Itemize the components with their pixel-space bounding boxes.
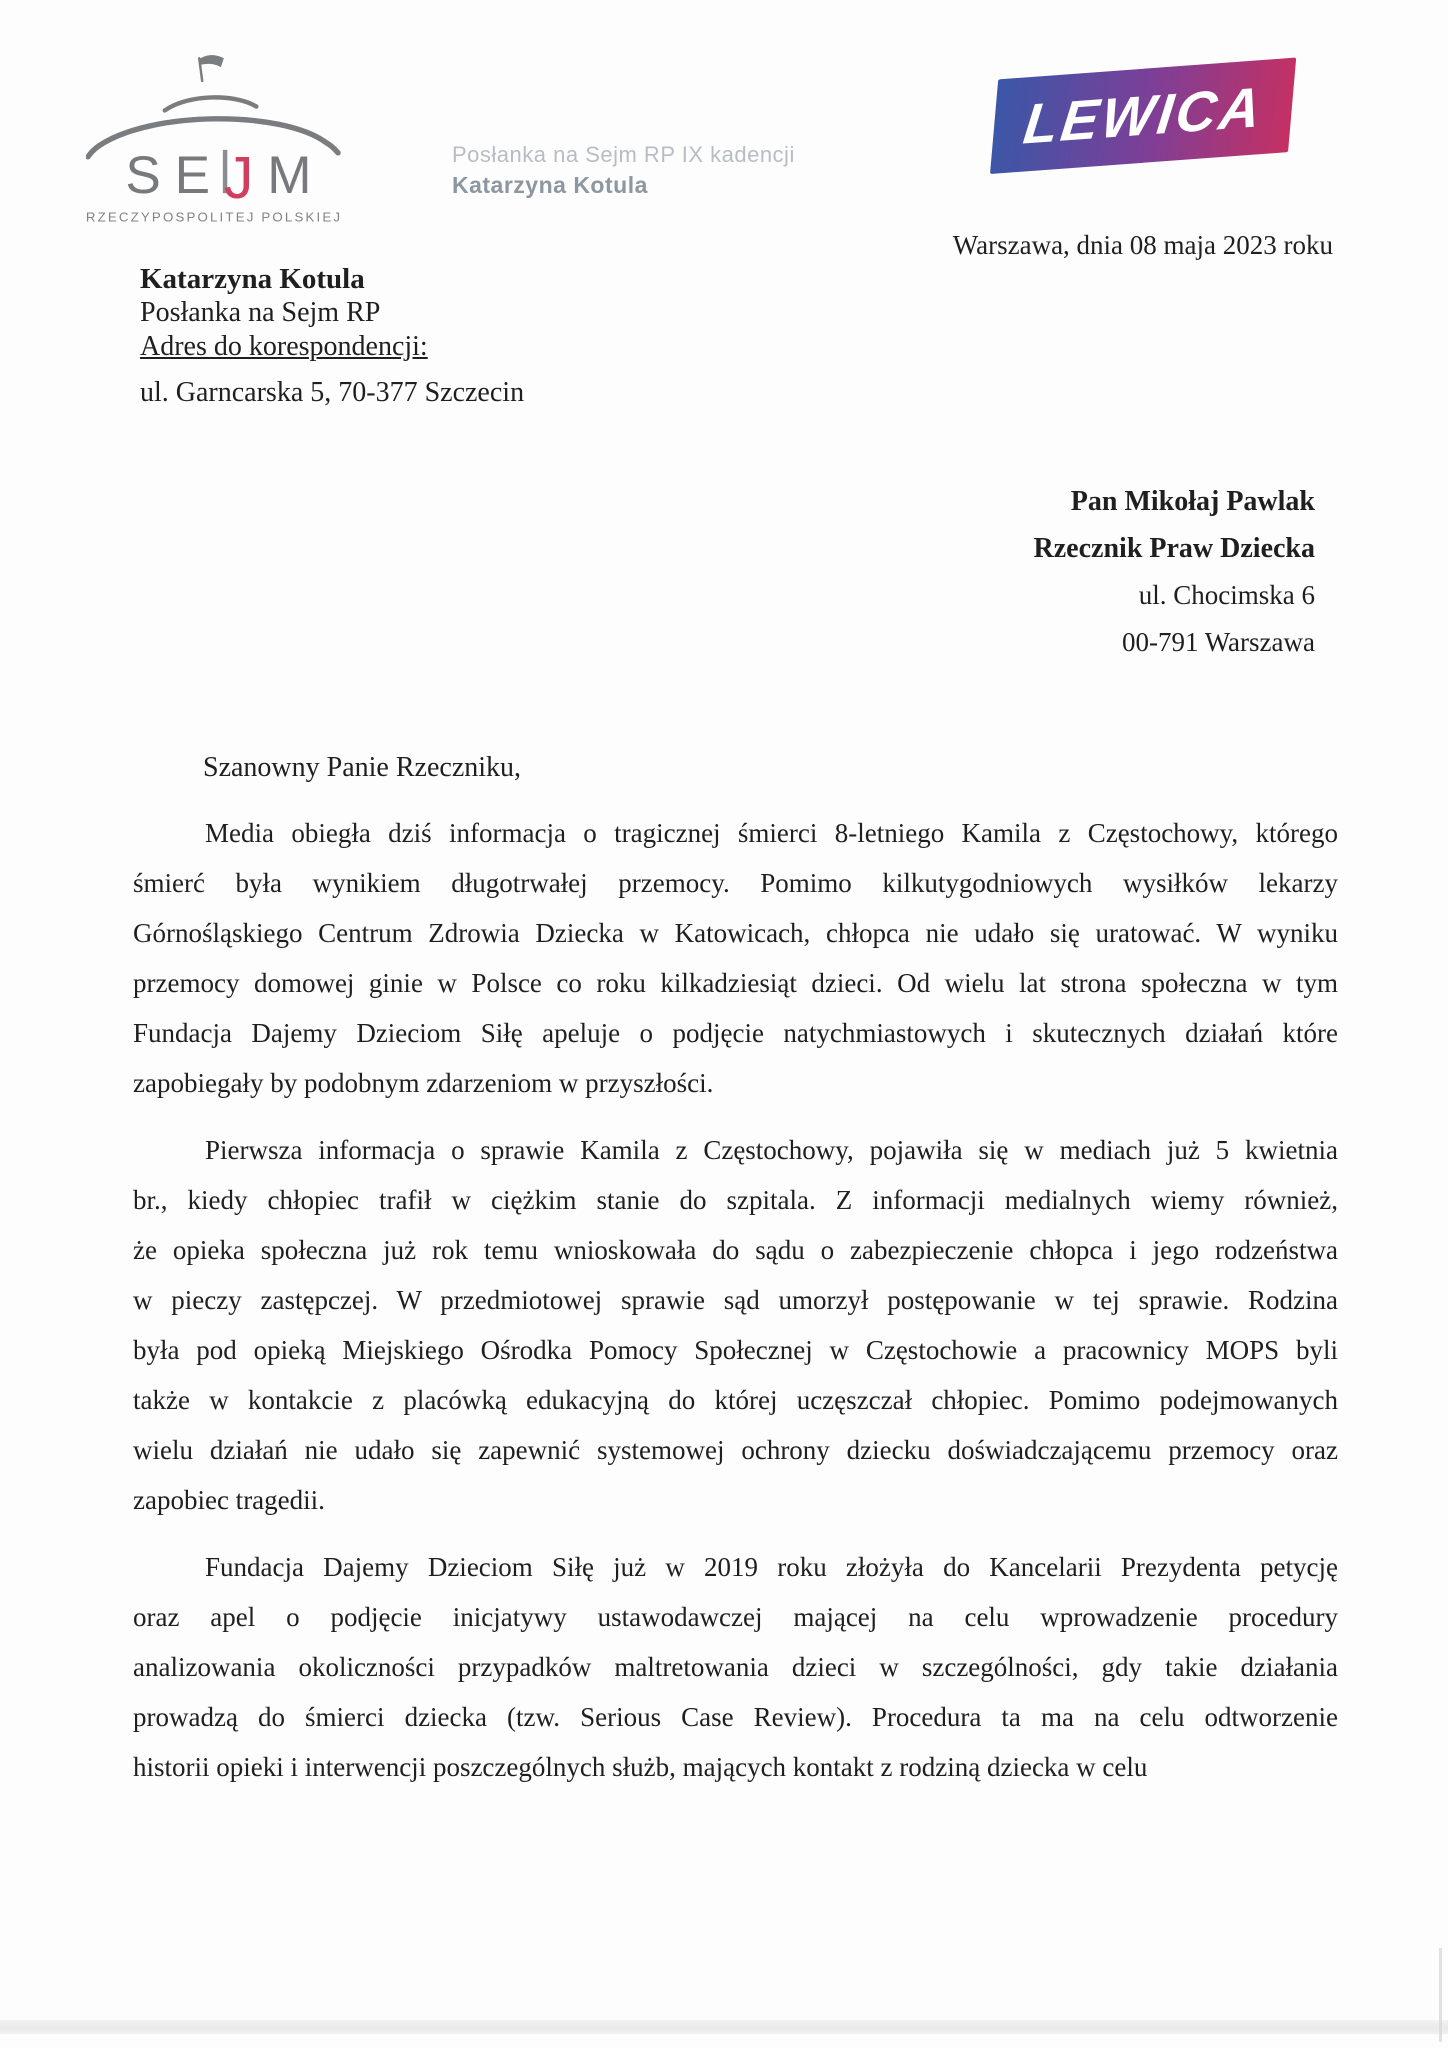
paragraph-line: zapobiegały by podobnym zdarzeniom w przyszłości. [133,1068,714,1098]
sejm-logo [86,50,342,232]
paragraph [133,1542,1338,1792]
salutation: Szanowny Panie Rzeczniku, [203,752,522,783]
paragraph [133,1125,1338,1525]
paragraph-line: Pierwsza informacja o sprawie Kamila z Częstochowy, pojawiła się w mediach już 5 kwietnia [205,1135,1338,1165]
sender-address: ul. Garncarska 5, 70-377 Szczecin [140,377,525,408]
recipient-street: ul. Chocimska 6 [1138,580,1315,610]
sejm-dome-icon [88,55,338,157]
paragraph-line: Fundacja Dajemy Dzieciom Siłę już w 2019 roku złożyła do Kancelarii Prezydenta petycję [205,1552,1338,1582]
deputy-caption [452,140,795,200]
sender-title: Posłanka na Sejm RP [140,297,381,328]
recipient-block [1034,478,1315,666]
sejm-subtitle: RZECZYPOSPOLITEJ POLSKIEJ [86,209,342,225]
paragraph-line: także w kontakcie z placówką edukacyjną do której uczęszczał chłopiec. Pomimo podejmowanych [133,1385,1338,1415]
paragraph-line: Media obiegła dziś informacja o tragicznej śmierci 8-letniego Kamila z Częstochowy, którego [205,818,1338,848]
paragraph-line: br., kiedy chłopiec trafił w ciężkim stanie do szpitala. Z informacji medialnych wiemy również, [133,1185,1338,1215]
lewica-logo-text: LEWICA [1019,74,1267,156]
paragraph-line: że opieka społeczna już rok temu wnioskowała do sądu o zabezpieczenie chłopca i jego rodzeństwa [133,1235,1338,1265]
paragraph-line: historii opieki i interwencji poszczególnych służb, mających kontakt z rodziną dziecka w celu [133,1752,1148,1782]
paragraph-line: zapobiec tragedii. [133,1485,325,1515]
deputy-caption-name: Katarzyna Kotula [452,172,648,198]
paragraph-line: przemocy domowej ginie w Polsce co roku kilkadziesiąt dzieci. Od wielu lat strona społeczna w tym [133,968,1338,998]
paragraph-line: oraz apel o podjęcie inicjatywy ustawodawczej mającej na celu wprowadzenie procedury [133,1602,1338,1632]
paragraph-line: śmierć była wynikiem długotrwałej przemocy. Pomimo kilkutygodniowych wysiłków lekarzy [133,868,1338,898]
deputy-caption-role: Posłanka na Sejm RP IX kadencji [452,142,795,167]
paragraph [133,808,1338,1108]
paragraph-line: prowadzą do śmierci dziecka (tzw. Serious Case Review). Procedura ta ma na celu odtworzenie [133,1702,1338,1732]
sender-address-label: Adres do korespondencji: [140,331,428,362]
paragraph-line: Górnośląskiego Centrum Zdrowia Dziecka w Katowicach, chłopca nie udało się uratować. W wyniku [133,918,1338,948]
recipient-city: 00-791 Warszawa [1121,627,1315,657]
date-line: Warszawa, dnia 08 maja 2023 roku [952,230,1333,260]
recipient-name: Pan Mikołaj Pawlak [1070,486,1315,517]
scan-bottom-edge [0,2020,1448,2034]
sender-block [140,262,524,410]
scan-right-edge [1439,1948,1442,2042]
paragraph-line: Fundacja Dajemy Dzieciom Siłę apeluje o podjęcie natychmiastowych i skutecznych działań które [133,1018,1338,1048]
lewica-logo [990,58,1296,174]
paragraph-line: analizowania okoliczności przypadków maltretowania dzieci w szczególności, gdy takie działania [133,1652,1338,1682]
recipient-title: Rzecznik Praw Dziecka [1033,533,1315,564]
paragraph-line: była pod opieką Miejskiego Ośrodka Pomocy Społecznej w Częstochowie a pracownicy MOPS byli [133,1335,1338,1365]
paragraph-line: wielu działań nie udało się zapewnić systemowej ochrony dziecku doświadczającemu przemocy oraz [133,1435,1338,1465]
paragraph-line: w pieczy zastępczej. W przedmiotowej sprawie sąd umorzył postępowanie w tej sprawie. Rodzina [133,1285,1338,1315]
sender-name: Katarzyna Kotula [140,263,365,295]
letter-body [133,808,1338,1809]
sejm-letters: SEJM [125,145,326,212]
